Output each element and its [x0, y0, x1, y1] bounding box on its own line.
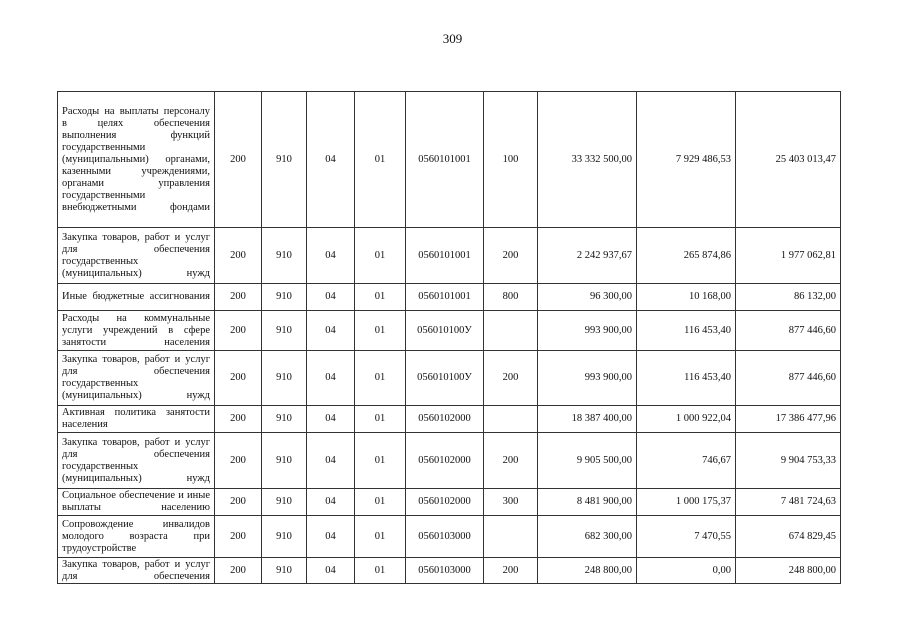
- cell-expense-type: 800: [484, 284, 538, 311]
- table-row: [58, 92, 841, 228]
- cell-amount: 993 900,00: [538, 311, 637, 351]
- row-description: Закупка товаров, работ и услуг для обеспечения государственных (муниципальных) нужд: [58, 351, 215, 406]
- cell-expense-type: 200: [484, 351, 538, 406]
- cell-code: 200: [215, 351, 262, 406]
- cell-target-article: 0560102000: [406, 406, 484, 433]
- cell-expense-type: 200: [484, 228, 538, 284]
- cell-code: 910: [262, 489, 307, 516]
- cell-expense-type: 100: [484, 92, 538, 228]
- table-row: [58, 433, 841, 489]
- cell-code: 200: [215, 228, 262, 284]
- cell-amount: 993 900,00: [538, 351, 637, 406]
- cell-amount: 248 800,00: [538, 558, 637, 584]
- cell-code: 04: [307, 489, 355, 516]
- table-row: [58, 406, 841, 433]
- cell-code: 01: [355, 433, 406, 489]
- cell-expense-type: 200: [484, 558, 538, 584]
- cell-amount: 116 453,40: [637, 311, 736, 351]
- table-row: [58, 284, 841, 311]
- cell-target-article: 0560103000: [406, 558, 484, 584]
- row-description: Расходы на коммунальные услуги учреждений в сфере занятости населения: [58, 311, 215, 351]
- budget-table: [57, 91, 841, 584]
- cell-code: 200: [215, 558, 262, 584]
- cell-amount: 18 387 400,00: [538, 406, 637, 433]
- cell-code: 04: [307, 311, 355, 351]
- cell-amount: 9 904 753,33: [736, 433, 841, 489]
- cell-code: 910: [262, 311, 307, 351]
- cell-amount: 877 446,60: [736, 351, 841, 406]
- row-description: Иные бюджетные ассигнования: [58, 284, 215, 311]
- cell-code: 01: [355, 228, 406, 284]
- row-description: Расходы на выплаты персоналу в целях обеспечения выполнения функций государственными (муниципальными) органами, казенными учреждениями, органами управления государственными внебюджетными фондами: [58, 92, 215, 228]
- cell-code: 910: [262, 228, 307, 284]
- page-number: 309: [442, 31, 463, 46]
- table-row: [58, 351, 841, 406]
- cell-code: 01: [355, 558, 406, 584]
- cell-target-article: 0560101001: [406, 228, 484, 284]
- row-description: Закупка товаров, работ и услуг для обеспечения государственных (муниципальных) нужд: [58, 433, 215, 489]
- cell-code: 04: [307, 284, 355, 311]
- cell-target-article: 056010100У: [406, 311, 484, 351]
- cell-amount: 1 977 062,81: [736, 228, 841, 284]
- cell-code: 200: [215, 406, 262, 433]
- cell-amount: 25 403 013,47: [736, 92, 841, 228]
- cell-amount: 746,67: [637, 433, 736, 489]
- cell-amount: 7 929 486,53: [637, 92, 736, 228]
- cell-code: 04: [307, 433, 355, 489]
- cell-amount: 1 000 175,37: [637, 489, 736, 516]
- cell-amount: 33 332 500,00: [538, 92, 637, 228]
- cell-code: 200: [215, 489, 262, 516]
- cell-code: 910: [262, 284, 307, 311]
- cell-amount: 0,00: [637, 558, 736, 584]
- cell-target-article: 0560101001: [406, 92, 484, 228]
- cell-target-article: 0560101001: [406, 284, 484, 311]
- cell-code: 01: [355, 284, 406, 311]
- cell-code: 910: [262, 433, 307, 489]
- cell-expense-type: 200: [484, 433, 538, 489]
- cell-amount: 265 874,86: [637, 228, 736, 284]
- cell-code: 04: [307, 351, 355, 406]
- cell-target-article: 056010100У: [406, 351, 484, 406]
- cell-amount: 17 386 477,96: [736, 406, 841, 433]
- cell-code: 01: [355, 516, 406, 558]
- cell-code: 01: [355, 489, 406, 516]
- table-row: [58, 489, 841, 516]
- cell-code: 04: [307, 516, 355, 558]
- cell-code: 04: [307, 92, 355, 228]
- cell-amount: 86 132,00: [736, 284, 841, 311]
- cell-amount: 682 300,00: [538, 516, 637, 558]
- cell-code: 01: [355, 406, 406, 433]
- cell-code: 910: [262, 351, 307, 406]
- row-description: Активная политика занятости населения: [58, 406, 215, 433]
- cell-amount: 877 446,60: [736, 311, 841, 351]
- cell-code: 04: [307, 406, 355, 433]
- cell-code: 200: [215, 516, 262, 558]
- cell-code: 01: [355, 311, 406, 351]
- cell-code: 04: [307, 558, 355, 584]
- cell-expense-type: 300: [484, 489, 538, 516]
- cell-code: 01: [355, 351, 406, 406]
- cell-expense-type: [484, 311, 538, 351]
- cell-amount: 674 829,45: [736, 516, 841, 558]
- cell-amount: 2 242 937,67: [538, 228, 637, 284]
- table-row: [58, 228, 841, 284]
- cell-amount: 248 800,00: [736, 558, 841, 584]
- cell-code: 910: [262, 516, 307, 558]
- cell-target-article: 0560102000: [406, 489, 484, 516]
- cell-amount: 1 000 922,04: [637, 406, 736, 433]
- cell-code: 200: [215, 433, 262, 489]
- table-row: [58, 311, 841, 351]
- cell-code: 01: [355, 92, 406, 228]
- cell-amount: 96 300,00: [538, 284, 637, 311]
- cell-code: 200: [215, 284, 262, 311]
- cell-amount: 10 168,00: [637, 284, 736, 311]
- cell-target-article: 0560102000: [406, 433, 484, 489]
- row-description: Закупка товаров, работ и услуг для обеспечения: [58, 558, 215, 584]
- table-row: [58, 558, 841, 584]
- cell-amount: 9 905 500,00: [538, 433, 637, 489]
- cell-code: 910: [262, 406, 307, 433]
- cell-amount: 8 481 900,00: [538, 489, 637, 516]
- row-description: Социальное обеспечение и иные выплаты населению: [58, 489, 215, 516]
- cell-amount: 7 470,55: [637, 516, 736, 558]
- cell-code: 200: [215, 92, 262, 228]
- cell-code: 910: [262, 92, 307, 228]
- cell-code: 04: [307, 228, 355, 284]
- cell-code: 200: [215, 311, 262, 351]
- cell-amount: 116 453,40: [637, 351, 736, 406]
- cell-amount: 7 481 724,63: [736, 489, 841, 516]
- cell-expense-type: [484, 406, 538, 433]
- row-description: Закупка товаров, работ и услуг для обеспечения государственных (муниципальных) нужд: [58, 228, 215, 284]
- row-description: Сопровождение инвалидов молодого возраста при трудоустройстве: [58, 516, 215, 558]
- cell-code: 910: [262, 558, 307, 584]
- table-row: [58, 516, 841, 558]
- cell-target-article: 0560103000: [406, 516, 484, 558]
- cell-expense-type: [484, 516, 538, 558]
